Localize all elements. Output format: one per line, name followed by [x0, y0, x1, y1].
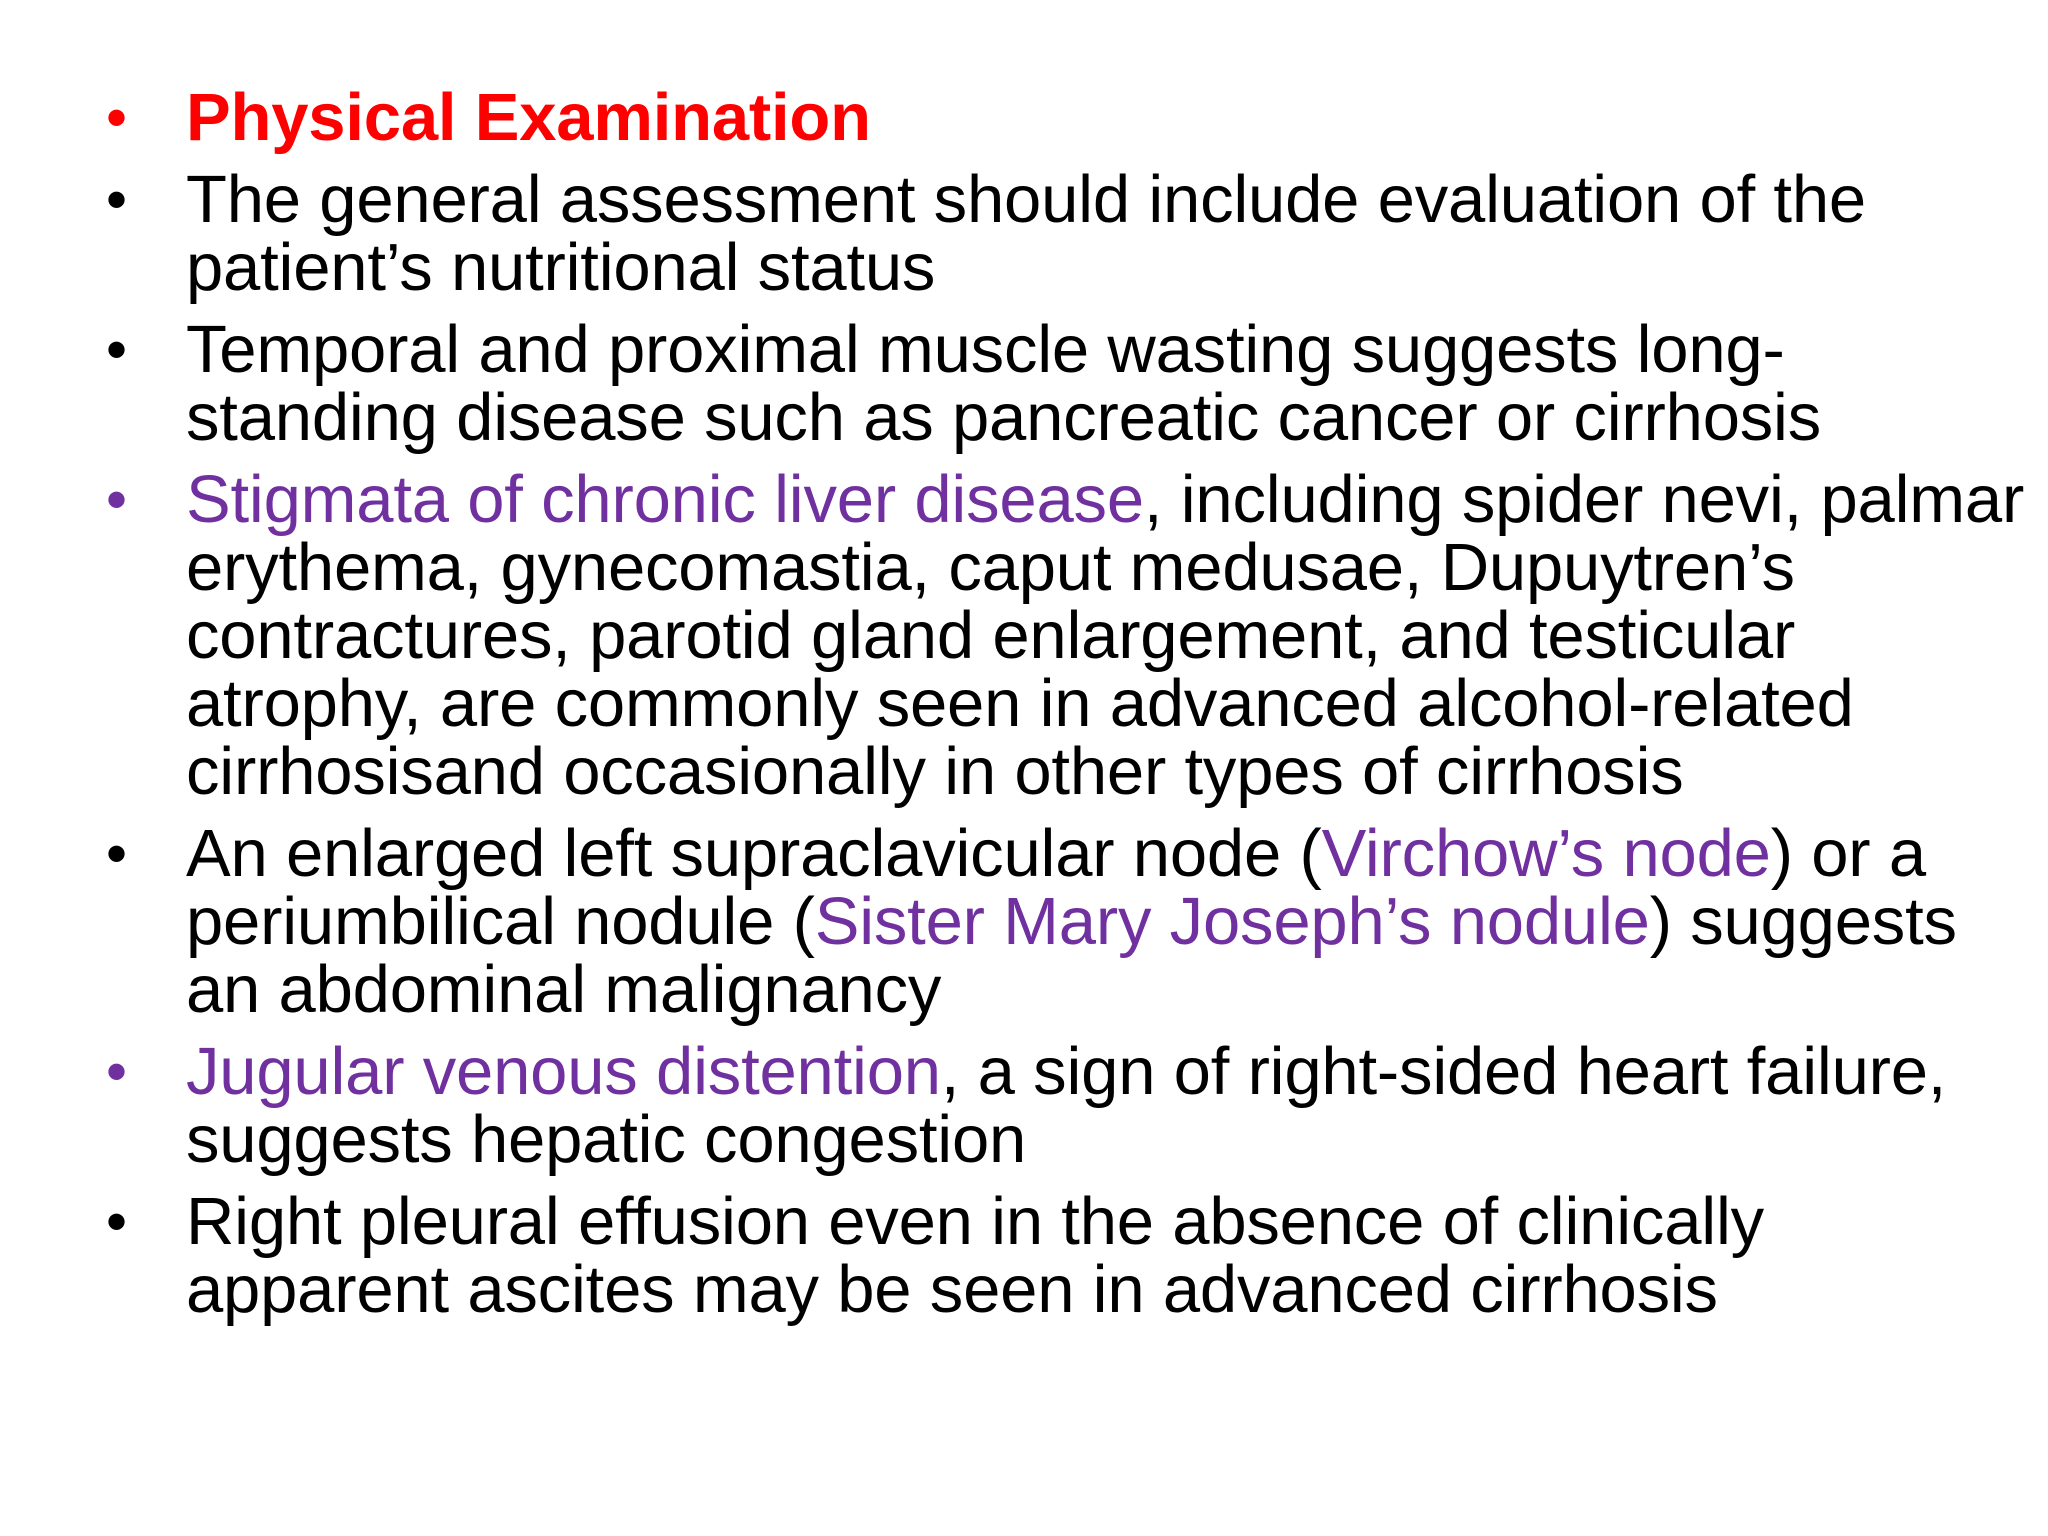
bullet-dot-icon: •	[106, 166, 127, 233]
bullet-dot-icon: •	[106, 1038, 127, 1105]
highlight-term: Stigmata of chronic liver disease	[186, 462, 1144, 537]
bullet-text: , including spider nevi, palmar erythema, gynecomastia, caput medusae, Dupuytren’s contractures, parotid gland enlargement, and testicular atrophy, are commonly seen in advanced alcohol-related cirrhosisand occasionally in other types of cirrhosis	[186, 462, 2025, 809]
bullet-dot-icon: •	[106, 316, 127, 383]
bullet-text: , a sign of right-sided heart failure, suggests hepatic congestion	[186, 1034, 1947, 1177]
highlight-term: Virchow’s node	[1321, 816, 1771, 891]
bullet-pleural-effusion	[100, 1184, 2030, 1327]
bullet-lymph-nodes	[100, 816, 2030, 1027]
bullet-text: ) suggests an abdominal malignancy	[186, 884, 1957, 1027]
bullet-dot-icon: •	[106, 84, 127, 151]
bullet-dot-icon: •	[106, 466, 127, 533]
bullet-title	[100, 80, 2030, 155]
bullet-text: ) or a periumbilical nodule (	[186, 816, 1926, 959]
bullet-text: The general assessment should include evaluation of the patient’s nutritional status	[186, 162, 1866, 305]
highlight-term: Sister Mary Joseph’s nodule	[814, 884, 1650, 959]
bullet-muscle-wasting	[100, 312, 2030, 455]
bullet-nutritional-status	[100, 162, 2030, 305]
bullet-list	[100, 80, 2030, 1338]
bullet-liver-stigmata	[100, 462, 2030, 809]
bullet-text: An enlarged left supraclavicular node (	[186, 816, 1322, 891]
slide-title: Physical Examination	[186, 80, 871, 155]
bullet-jugular-distention	[100, 1034, 2030, 1177]
bullet-text: Right pleural effusion even in the absence of clinically apparent ascites may be seen in advanced cirrhosis	[186, 1184, 1764, 1327]
bullet-text: Temporal and proximal muscle wasting suggests long-standing disease such as pancreatic cancer or cirrhosis	[186, 312, 1822, 455]
bullet-dot-icon: •	[106, 820, 127, 887]
highlight-term: Jugular venous distention	[186, 1034, 941, 1109]
bullet-dot-icon: •	[106, 1188, 127, 1255]
